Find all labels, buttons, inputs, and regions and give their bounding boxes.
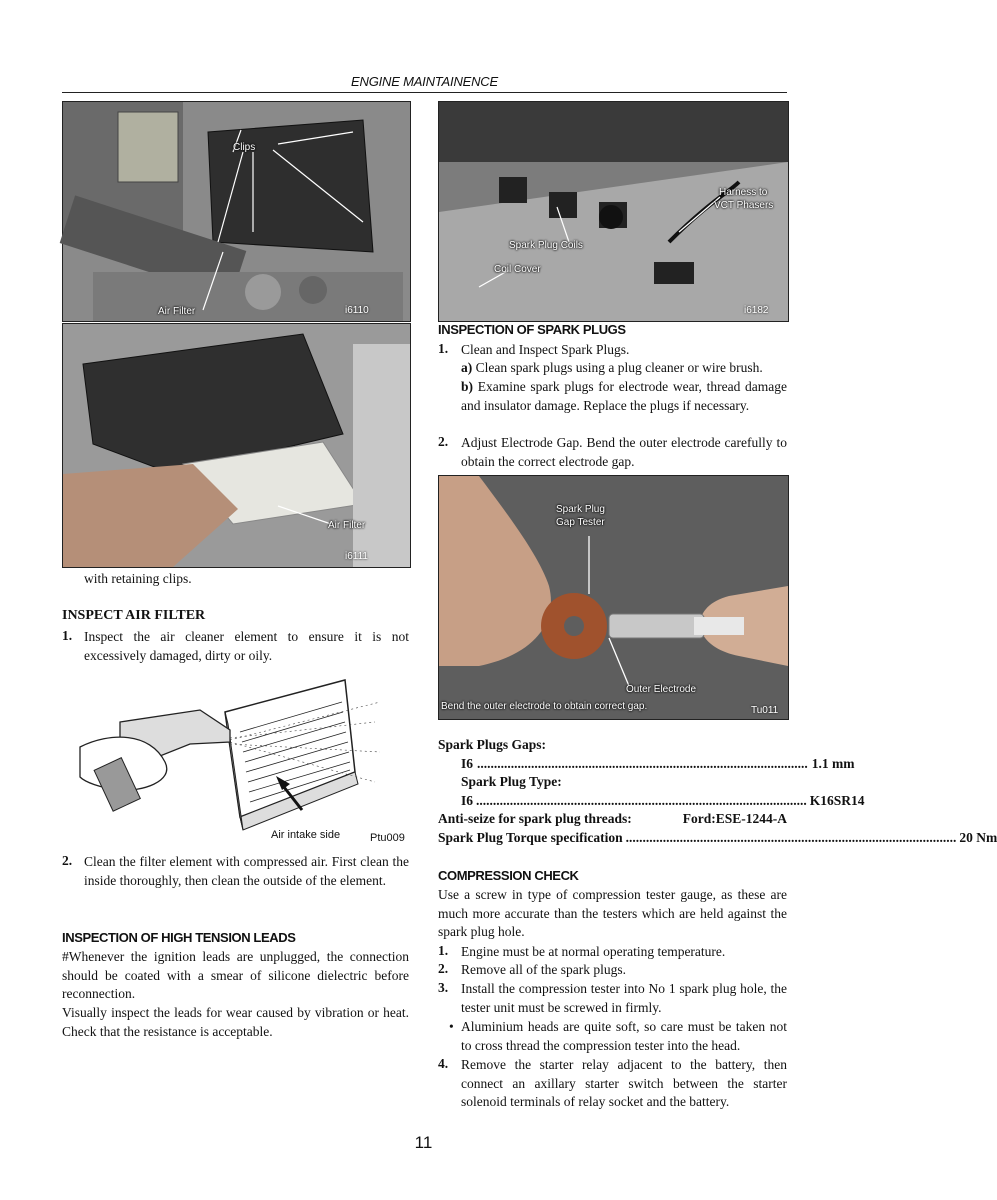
label-spark-plug: Spark Plug	[556, 504, 605, 515]
step-text: Install the compression tester into No 1 spark plug hole, the tester unit must be screwed in firmly.	[461, 981, 787, 1015]
engine-bay-illustration	[63, 102, 410, 321]
label-air-filter: Air Filter	[158, 306, 196, 317]
running-header: ENGINE MAINTAINENCE	[351, 74, 498, 89]
air-filter-drawing	[80, 672, 410, 850]
heading-compression-check: COMPRESSION CHECK	[438, 868, 579, 883]
step-number: 2.	[62, 853, 73, 868]
dot-leader: ..................................................................................................	[476, 793, 807, 808]
spec-torque-row	[438, 830, 997, 846]
step-text: Remove the starter relay adjacent to the battery, then connect an axillary starter switch between the starter solenoid terminals of relay socket and the battery.	[461, 1057, 787, 1110]
photo-code: Tu011	[751, 705, 779, 716]
step-number: 2.	[438, 961, 449, 976]
step-number: 2.	[438, 434, 449, 449]
spec-key: Anti-seize for spark plug threads:	[438, 811, 632, 826]
label-outer-electrode: Outer Electrode	[626, 684, 697, 695]
spec-value: 1.1 mm	[811, 756, 855, 771]
dot-leader: ..................................................................................................	[477, 756, 808, 771]
spec-value: Ford:ESE-1244-A	[682, 811, 787, 826]
substep-b-text: Examine spark plugs for electrode wear, thread damage and insulator damage. Replace the plugs if necessary.	[461, 379, 787, 413]
label-air-intake-side: Air intake side	[271, 829, 341, 841]
ht-leads-para2: Visually inspect the leads for wear caused by vibration or heat. Check that the resistance is acceptable.	[62, 1005, 409, 1039]
step-text: Clean the filter element with compressed air. First clean the inside thoroughly, then clean the outside of the element.	[84, 854, 409, 888]
caption-bend-electrode: Bend the outer electrode to obtain correct gap.	[441, 701, 648, 712]
spec-key: I6	[461, 756, 474, 771]
compressed-air-illustration	[80, 672, 410, 850]
step-text: Adjust Electrode Gap. Bend the outer electrode carefully to obtain the correct electrode gap.	[461, 435, 787, 469]
label-gap-tester: Gap Tester	[556, 517, 605, 528]
spec-gap-row	[461, 756, 855, 772]
step-text: Inspect the air cleaner element to ensure it is not excessively damaged, dirty or oily.	[84, 629, 409, 663]
drawing-code: Ptu009	[370, 832, 405, 844]
label-spark-plug-coils: Spark Plug Coils	[509, 240, 583, 251]
coil-illustration	[439, 102, 788, 321]
substep-a-label: a)	[461, 360, 473, 375]
compression-intro: Use a screw in type of compression tester gauge, as these are much more accurate than the testers which are held against the spark plug hole.	[438, 887, 787, 940]
substep-a	[461, 359, 787, 378]
heading-ht-leads: INSPECTION OF HIGH TENSION LEADS	[62, 930, 296, 945]
step-text: Remove all of the spark plugs.	[461, 962, 626, 977]
substep-b-label: b)	[461, 379, 474, 394]
spec-key: I6	[461, 793, 474, 808]
substep-a-text: Clean spark plugs using a plug cleaner or wire brush.	[475, 360, 763, 375]
photo-spark-plug-coils	[438, 101, 789, 322]
substep-b	[461, 378, 787, 415]
label-harness: Harness to	[719, 187, 768, 198]
heading-spark-plugs: INSPECTION OF SPARK PLUGS	[438, 322, 626, 337]
step-number: 1.	[438, 341, 449, 356]
step-text: Engine must be at normal operating temperature.	[461, 944, 726, 959]
step-number: 1.	[62, 628, 73, 643]
step-number: 4.	[438, 1056, 449, 1071]
heading-inspect-air-filter: INSPECT AIR FILTER	[62, 608, 206, 623]
page-number: 11	[414, 1133, 433, 1152]
spec-type-title: Spark Plug Type:	[461, 774, 562, 789]
label-air-filter: Air Filter	[328, 520, 366, 531]
photo-air-filter-removal	[62, 323, 411, 568]
label-coil-cover: Coil Cover	[494, 264, 541, 275]
header-rule	[62, 92, 787, 93]
photo-code: i6110	[345, 305, 369, 316]
spec-value: K16SR14	[809, 793, 865, 808]
spec-gaps-title: Spark Plugs Gaps:	[438, 737, 547, 752]
spec-value: 20 Nm	[959, 830, 997, 845]
gap-tester-illustration	[439, 476, 788, 719]
spec-key: Spark Plug Torque specification	[438, 830, 623, 845]
bullet-text: Aluminium heads are quite soft, so care must be taken not to cross thread the compression tester into the head.	[461, 1019, 787, 1053]
step-text: Clean and Inspect Spark Plugs.	[461, 342, 630, 357]
bullet-marker: •	[449, 1019, 454, 1034]
ht-leads-para1: #Whenever the ignition leads are unplugged, the connection should be coated with a smear of silicone dielectric before reconnection.	[62, 949, 409, 1002]
photo-air-filter-clips	[62, 101, 411, 322]
photo-code: i6182	[744, 305, 769, 316]
spec-antiseize-row	[438, 811, 787, 827]
label-clips: Clips	[233, 142, 256, 153]
dot-leader: ..................................................................................................	[625, 830, 957, 845]
step-number: 3.	[438, 980, 449, 995]
photo-gap-tester	[438, 475, 789, 720]
step-number: 1.	[438, 943, 449, 958]
spec-type-row	[461, 793, 865, 809]
photo-code: i6111	[345, 551, 368, 562]
label-vct-phasers: VCT Phasers	[714, 200, 774, 211]
retaining-clips-text: with retaining clips.	[84, 571, 192, 586]
